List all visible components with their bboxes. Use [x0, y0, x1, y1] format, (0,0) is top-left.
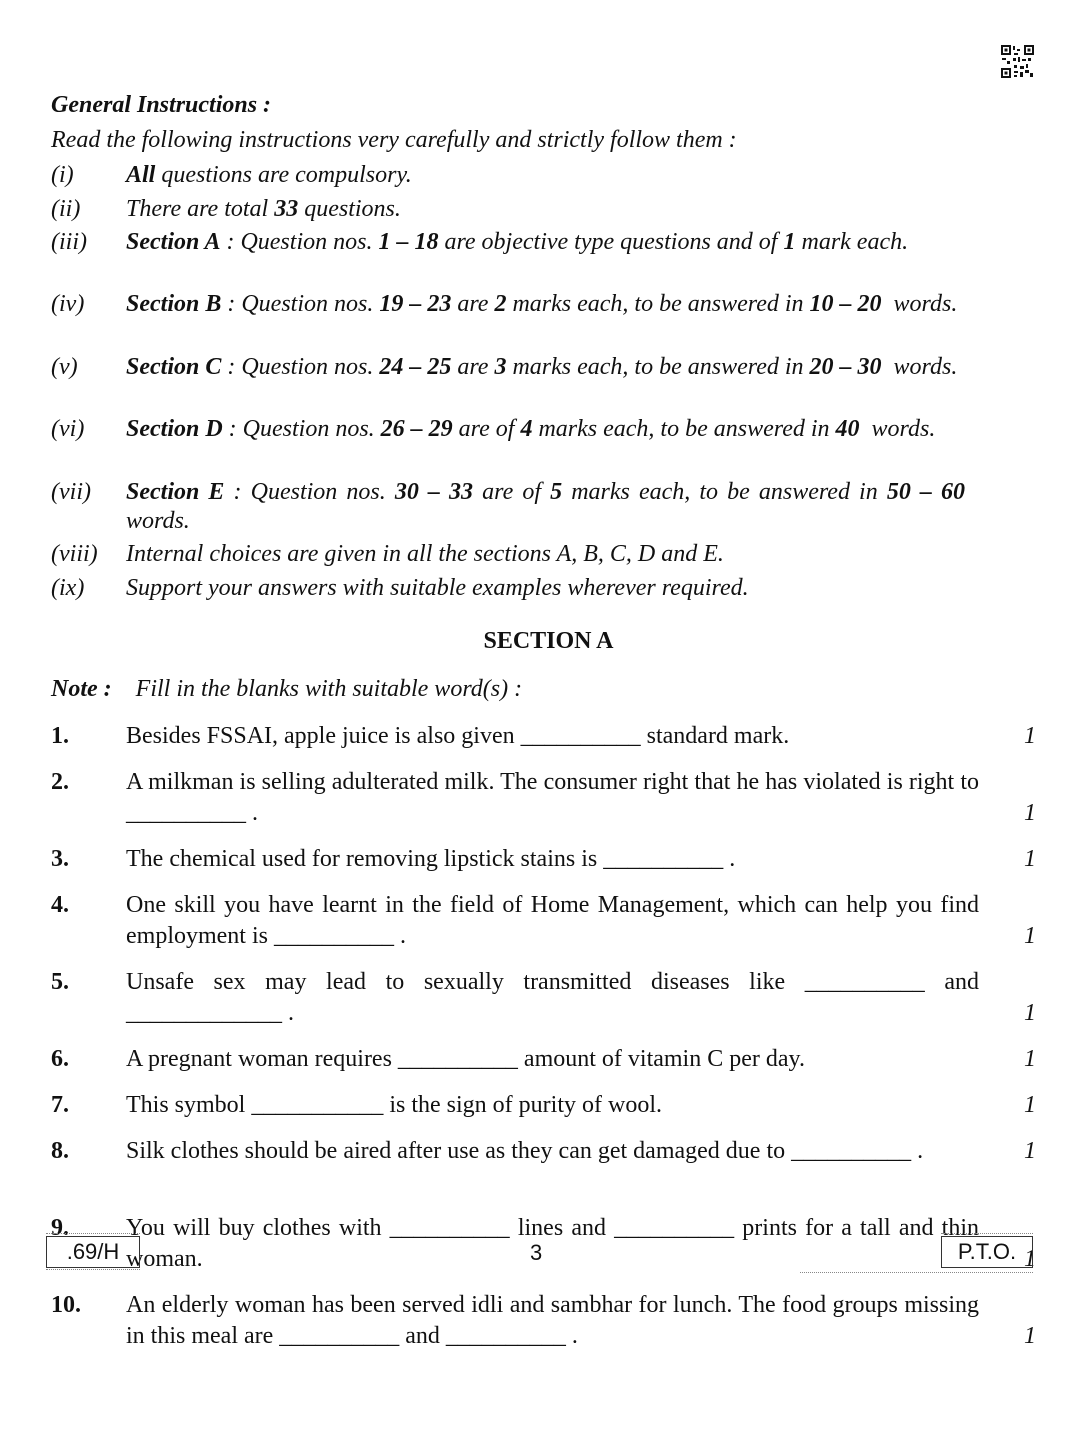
- question-item: [51, 1044, 1036, 1075]
- question-marks: 1: [1024, 1323, 1036, 1349]
- question-number: 7.: [51, 1092, 69, 1118]
- instruction-number: (iv): [51, 291, 85, 317]
- question-number: 3.: [51, 846, 69, 872]
- question-item: [51, 767, 1036, 829]
- question-item: [51, 1213, 1036, 1275]
- question-text: A milkman is selling adulterated milk. The consumer right that he has violated is right to __________ .: [126, 769, 979, 826]
- instruction-number: (viii): [51, 541, 98, 567]
- question-number: 5.: [51, 969, 69, 995]
- question-number: 6.: [51, 1046, 69, 1072]
- question-item: [51, 1290, 1036, 1352]
- note-label: Note :: [51, 676, 112, 702]
- question-text: An elderly woman has been served idli and sambhar for lunch. The food groups missing in this meal are __________ and __________ .: [126, 1292, 979, 1349]
- question-marks: 1: [1024, 846, 1036, 872]
- instruction-number: (ix): [51, 575, 85, 601]
- general-instructions-intro: Read the following instructions very carefully and strictly follow them :: [51, 127, 737, 153]
- instruction-text: Section E : Question nos. 30 – 33 are of 5 marks each, to be answered in 50 – 60 words.: [126, 479, 972, 534]
- question-text: Silk clothes should be aired after use as they can get damaged due to __________ .: [126, 1138, 924, 1164]
- question-item: [51, 1090, 1036, 1121]
- instruction-item: [51, 415, 971, 444]
- question-item: [51, 844, 1036, 875]
- instruction-number: (v): [51, 354, 78, 380]
- question-number: 8.: [51, 1138, 69, 1164]
- note-text: Fill in the blanks with suitable word(s) :: [135, 676, 523, 702]
- page-number: 3: [530, 1240, 543, 1265]
- instruction-text: Section D : Question nos. 26 – 29 are of 4 marks each, to be answered in 40 words.: [126, 416, 936, 442]
- divider: [46, 1269, 140, 1272]
- question-number: 10.: [51, 1292, 81, 1318]
- question-item: [51, 967, 1036, 1029]
- instruction-item: [51, 353, 971, 382]
- question-text: Unsafe sex may lead to sexually transmitted diseases like __________ and _____________ .: [126, 969, 979, 1026]
- question-text: A pregnant woman requires __________ amount of vitamin C per day.: [126, 1046, 805, 1072]
- instruction-text: All questions are compulsory.: [126, 162, 412, 188]
- instruction-number: (ii): [51, 196, 81, 222]
- instruction-item: [51, 195, 971, 224]
- question-text: You will buy clothes with __________ lines and __________ prints for a tall and thin woman.: [126, 1215, 979, 1272]
- instruction-text: Internal choices are given in all the sections A, B, C, D and E.: [126, 541, 724, 567]
- question-number: 9.: [51, 1215, 69, 1241]
- pto-label: P.T.O.: [941, 1236, 1033, 1268]
- question-item: [51, 1136, 1036, 1167]
- instruction-number: (i): [51, 162, 74, 188]
- instruction-text: Section B : Question nos. 19 – 23 are 2 marks each, to be answered in 10 – 20 words.: [126, 291, 958, 317]
- question-item: [51, 890, 1036, 952]
- question-marks: 1: [1024, 723, 1036, 749]
- instruction-item: [51, 540, 971, 569]
- general-instructions-title: General Instructions :: [51, 92, 272, 118]
- instruction-number: (iii): [51, 229, 87, 255]
- question-marks: 1: [1024, 923, 1036, 949]
- question-text: This symbol ___________ is the sign of purity of wool.: [126, 1092, 662, 1118]
- instruction-text: Section C : Question nos. 24 – 25 are 3 marks each, to be answered in 20 – 30 words.: [126, 354, 958, 380]
- instruction-number: (vii): [51, 479, 91, 505]
- instruction-number: (vi): [51, 416, 85, 442]
- divider: [46, 1233, 140, 1236]
- note: [51, 676, 522, 703]
- question-number: 2.: [51, 769, 69, 795]
- question-marks: 1: [1024, 1138, 1036, 1164]
- instruction-item: [51, 478, 971, 536]
- paper-code: .69/H: [46, 1236, 140, 1268]
- question-item: [51, 721, 1036, 752]
- question-text: Besides FSSAI, apple juice is also given __________ standard mark.: [126, 723, 790, 749]
- question-marks: 1: [1024, 1000, 1036, 1026]
- instruction-item: [51, 574, 971, 603]
- instruction-item: [51, 290, 971, 319]
- question-text: The chemical used for removing lipstick stains is __________ .: [126, 846, 736, 872]
- question-marks: 1: [1024, 800, 1036, 826]
- instruction-text: Section A : Question nos. 1 – 18 are objective type questions and of 1 mark each.: [126, 229, 909, 255]
- divider: [800, 1272, 1033, 1275]
- instruction-item: [51, 228, 971, 257]
- instruction-text: Support your answers with suitable examples wherever required.: [126, 575, 749, 601]
- question-marks: 1: [1024, 1092, 1036, 1118]
- divider: [941, 1233, 1033, 1236]
- question-marks: 1: [1024, 1046, 1036, 1072]
- question-marks: 1: [1024, 1246, 1036, 1272]
- question-text: One skill you have learnt in the field of Home Management, which can help you find employment is __________ .: [126, 892, 979, 949]
- question-number: 1.: [51, 723, 69, 749]
- qr-code-icon: [1000, 44, 1035, 79]
- instruction-item: [51, 161, 971, 190]
- question-number: 4.: [51, 892, 69, 918]
- section-heading: SECTION A: [483, 628, 614, 654]
- instruction-text: There are total 33 questions.: [126, 196, 401, 222]
